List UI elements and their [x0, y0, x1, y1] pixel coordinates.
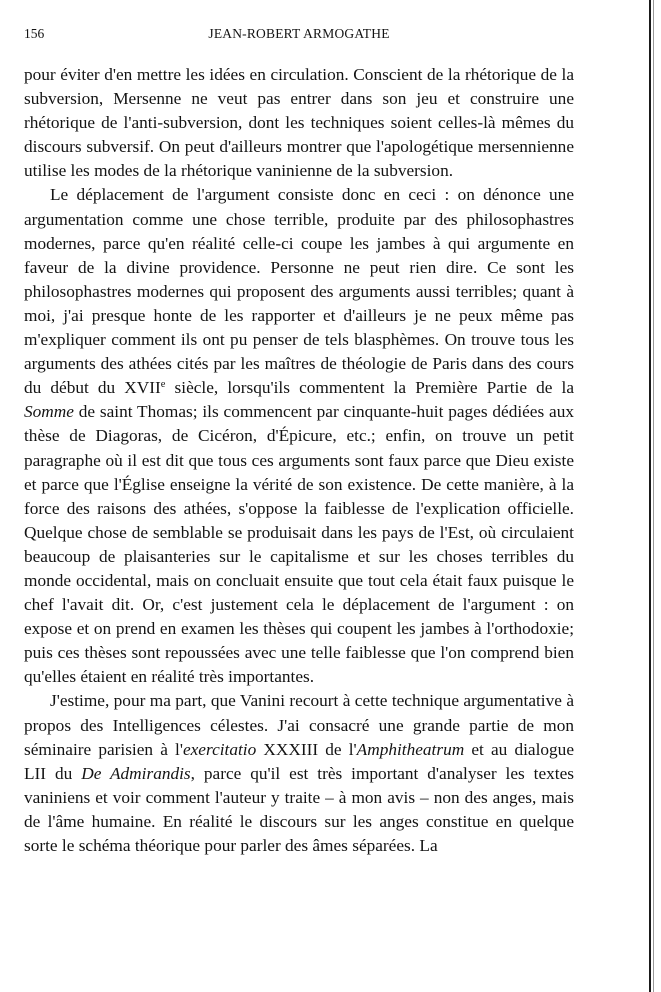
title-somme: Somme	[24, 402, 74, 422]
paragraph-3-part-1: J'estime, pour ma part, que Vanini recourt à cette technique argumentative à propos des Intelligences célestes. J'ai consacré une grande partie de mon séminaire parisien à l'	[24, 691, 574, 759]
title-de-admirandis: De Admirandis	[81, 763, 191, 783]
paragraph-3-part-4: , parce qu'il est très important d'analyser les textes vaniniens et voir comment l'auteur y traite – à mon avis – non des anges, mais de l'âme humaine. En réalité le discours sur les anges constitue en quelque sorte le schéma théorique pour parler des âmes séparées. La	[24, 763, 574, 855]
paragraph-2-part-3: de saint Thomas; ils commencent par cinquante-huit pages dédiées aux thèse de Diagoras, de Cicéron, d'Épicure, etc.; enfin, on trouve un petit paragraphe où il est dit que tous ces arguments sont faux parce que Dieu existe et parce que l'Église enseigne la vérité de son existence. De cette manière, à la force des raisons des athées, s'oppose la faiblesse de l'explication officielle. Quelque chose de semblable se produisait dans les pays de l'Est, où circulaient beaucoup de plaisanteries sur le capitalisme et sur les choses terribles du monde occidental, mais on concluait ensuite que tout cela était faux puisque le chef l'avait dit. Or, c'est justement cela le déplacement de l'argument : on expose et on prend en examen les thèses qui coupent les jambes à l'orthodoxie; puis ces thèses sont repoussées avec une telle faiblesse que l'on comprend bien qu'elles étaient en réalité très importantes.	[24, 402, 574, 687]
paragraph-2-part-1: Le déplacement de l'argument consiste donc en ceci : on dénonce une argumentation comme une chose terrible, produite par des philosophastres modernes, parce qu'en réalité celle-ci coupe les jambes à qui argumente en faveur de la divine providence. Personne ne peut rien dire. Ce sont les philosophastres modernes qui proposent des arguments aussi terribles; quant à moi, j'ai presque honte de les rapporter et d'ailleurs je ne peux même pas m'expliquer comment ils ont pu penser de tels blasphèmes. On trouve tous les arguments des athées cités par les maîtres de théologie de Paris dans des cours du début du XVII	[24, 185, 574, 398]
page-binding-shadow	[653, 0, 654, 992]
page-binding-edge	[649, 0, 651, 992]
running-head	[24, 24, 574, 44]
paragraph-2-part-2: siècle, lorsqu'ils commentent la Première Partie de la	[165, 378, 574, 398]
running-title: JEAN-ROBERT ARMOGATHE	[208, 26, 390, 41]
term-exercitatio: exercitatio	[182, 739, 257, 759]
title-amphitheatrum: Amphitheatrum	[356, 739, 465, 759]
body-text	[24, 63, 574, 858]
paragraph-2	[24, 183, 574, 689]
century-superscript: e	[160, 379, 166, 391]
page-number: 156	[24, 26, 45, 41]
paragraph-3	[24, 689, 574, 858]
paragraph-3-part-2: XXXIII de l'	[256, 739, 357, 759]
paragraph-3-part-3: et au dialogue LII du	[24, 739, 574, 783]
paragraph-1: pour éviter d'en mettre les idées en circulation. Conscient de la rhétorique de la subversion, Mersenne ne veut pas entrer dans son jeu et construire une rhétorique de l'anti-subversion, dont les techniques soient celles-là mêmes du discours subversif. On peut d'ailleurs montrer que l'apologétique mersennienne utilise les modes de la rhétorique vaninienne de la subversion.	[24, 65, 574, 181]
